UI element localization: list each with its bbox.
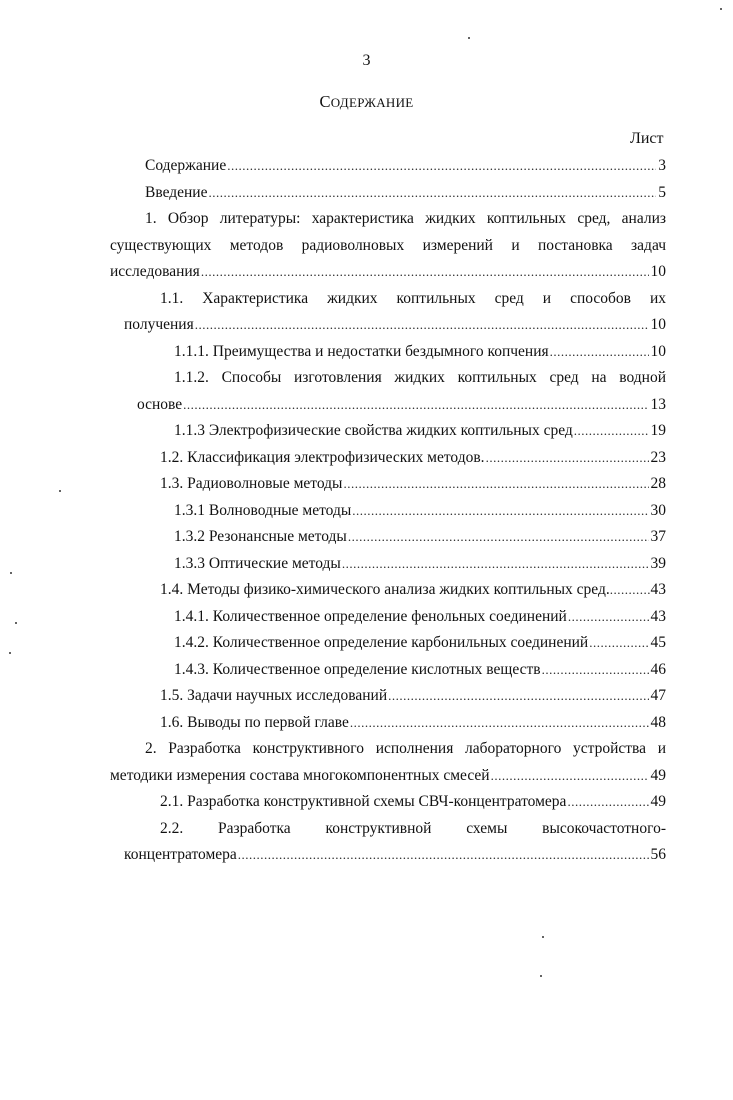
toc-entry-text: 1.4.3. Количественное определение кислотных веществ [174,660,541,678]
toc-title-first-letter: С [319,92,331,111]
toc-title [0,92,733,112]
leader-dots [567,789,648,816]
toc-line [0,312,666,339]
toc-entry-text: 1.5. Задачи научных исследований [160,687,388,704]
toc-entry-text: 1.3. Радиоволновые методы [160,475,343,492]
toc-line [145,180,666,207]
toc-line [0,842,666,869]
toc-entry-text: получения [124,316,194,333]
toc-entry-text: 1.3.1 Волноводные методы [174,501,352,519]
toc-title-rest: ОДЕРЖАНИЕ [330,95,414,110]
toc-page-number: 48 [650,713,666,731]
toc-entry-text: 1.3.3 Оптические методы [174,554,341,572]
toc-line [174,498,666,525]
toc-line: 1.1.2. Способы изготовления жидких коптильных сред на водной [174,369,666,386]
toc-entry-1-6[interactable] [0,710,733,737]
leader-dots [610,577,651,604]
toc-line [160,683,666,710]
toc-entry-introduction[interactable] [0,180,733,207]
toc-entry-1-3-1[interactable] [0,498,733,525]
toc-page-number: 47 [650,687,666,704]
toc-entry-text: 1.1.3 Электрофизические свойства жидких коптильных сред [174,422,573,439]
table-of-contents [0,153,733,869]
leader-dots [486,445,649,472]
toc-page-number: 43 [650,581,666,598]
toc-line [174,657,666,684]
toc-line [0,763,666,790]
leader-dots [574,418,649,445]
leader-dots [342,551,649,578]
toc-entry-text: 2.1. Разработка конструктивной схемы СВЧ-концентратомера [160,793,567,810]
toc-line [174,604,666,631]
toc-entry-1-1-2[interactable] [0,365,733,418]
leader-dots [227,153,656,180]
scan-speck [15,622,17,624]
toc-entry-text: Содержание [145,157,227,174]
leader-dots [201,259,649,286]
leader-dots [352,498,648,525]
toc-line: 2. Разработка конструктивного исполнения лабораторного устройства и [145,740,666,757]
scan-speck [10,572,12,574]
toc-page-number: 30 [650,501,666,519]
toc-entry-1-4-1[interactable] [0,604,733,631]
toc-page-number: 45 [650,634,666,651]
leader-dots [589,630,648,657]
toc-page-number: 10 [650,316,666,333]
toc-entry-text: 1.4.2. Количественное определение карбонильных соединений [174,634,589,651]
toc-page-number: 56 [650,846,666,863]
toc-page-number: 37 [650,528,666,545]
toc-entry-1-4-2[interactable] [0,630,733,657]
toc-page-number: 10 [650,342,666,360]
leader-dots [568,604,649,631]
toc-entry-text: 1.1.1. Преимущества и недостатки бездымного копчения [174,342,549,360]
toc-line [174,418,666,445]
toc-page-number: 19 [650,422,666,439]
toc-entry-1-4[interactable] [0,577,733,604]
toc-entry-text: исследования [110,263,200,280]
leader-dots [208,180,656,207]
toc-page-number: 28 [650,475,666,492]
toc-page-number: 46 [650,660,666,678]
toc-entry-text: 1.4.1. Количественное определение фенольных соединений [174,607,567,625]
toc-page-number: 10 [650,263,666,280]
toc-page-number: 49 [650,766,666,784]
toc-entry-2-1[interactable] [0,789,733,816]
toc-line [145,153,666,180]
toc-line: существующих методов радиоволновых измерений и постановка задач [110,236,666,254]
toc-entry-1-1-1[interactable] [0,339,733,366]
toc-line [174,551,666,578]
toc-entry-chapter-2[interactable] [0,736,733,789]
leader-dots [348,524,649,551]
leader-dots [343,471,648,498]
leader-dots [542,657,649,684]
toc-page-number: 49 [650,793,666,810]
page-number: 3 [362,52,371,69]
toc-entry-chapter-1[interactable] [0,206,733,286]
toc-line [174,339,666,366]
leader-dots [195,312,649,339]
toc-page-number: 23 [650,448,666,466]
toc-entry-contents[interactable] [0,153,733,180]
toc-line [160,445,666,472]
toc-entry-text: 1.6. Выводы по первой главе [160,713,349,731]
toc-line [160,710,666,737]
leader-dots [183,392,648,419]
toc-entry-text: Введение [145,183,208,201]
toc-entry-text: методики измерения состава многокомпонентных смесей [110,766,490,784]
toc-entry-1-4-3[interactable] [0,657,733,684]
leader-dots [350,710,649,737]
toc-page-number: 13 [650,395,666,413]
leader-dots [491,763,649,790]
toc-entry-1-1-3[interactable] [0,418,733,445]
toc-page-number: 5 [658,183,666,201]
toc-entry-text: концентратомера [124,846,237,863]
toc-entry-text: 1.4. Методы физико-химического анализа жидких коптильных сред. [160,581,610,598]
toc-entry-text: основе [137,395,183,413]
toc-entry-text: 1.2. Классификация электрофизических методов. [160,448,485,466]
scan-speck [9,652,11,654]
toc-line [0,259,666,286]
toc-entry-1-1[interactable] [0,286,733,339]
leader-dots [388,683,648,710]
scan-speck [59,490,61,492]
sheet-column-label: Лист [630,130,664,147]
toc-line: 1.1. Характеристика жидких коптильных сред и способов их [160,289,666,307]
toc-line [160,577,666,604]
toc-entry-2-2[interactable] [0,816,733,869]
leader-dots [238,842,649,869]
scan-speck [720,8,722,10]
toc-page-number: 43 [650,607,666,625]
toc-entry-1-2[interactable] [0,445,733,472]
leader-dots [550,339,649,366]
toc-page-number: 39 [650,554,666,572]
scan-speck [540,975,542,977]
toc-entry-1-3-3[interactable] [0,551,733,578]
toc-entry-1-3-2[interactable] [0,524,733,551]
scan-speck [468,37,470,39]
toc-line: 2.2. Разработка конструктивной схемы высокочастотного- [160,819,666,837]
toc-entry-1-3[interactable] [0,471,733,498]
scan-speck [542,936,544,938]
toc-entry-text: 1.3.2 Резонансные методы [174,528,347,545]
toc-line [160,789,666,816]
toc-line [160,471,666,498]
toc-line: 1. Обзор литературы: характеристика жидких коптильных сред, анализ [145,210,666,227]
toc-line [174,524,666,551]
toc-line [174,630,666,657]
toc-line [0,392,666,419]
toc-page-number: 3 [658,157,666,174]
toc-entry-1-5[interactable] [0,683,733,710]
